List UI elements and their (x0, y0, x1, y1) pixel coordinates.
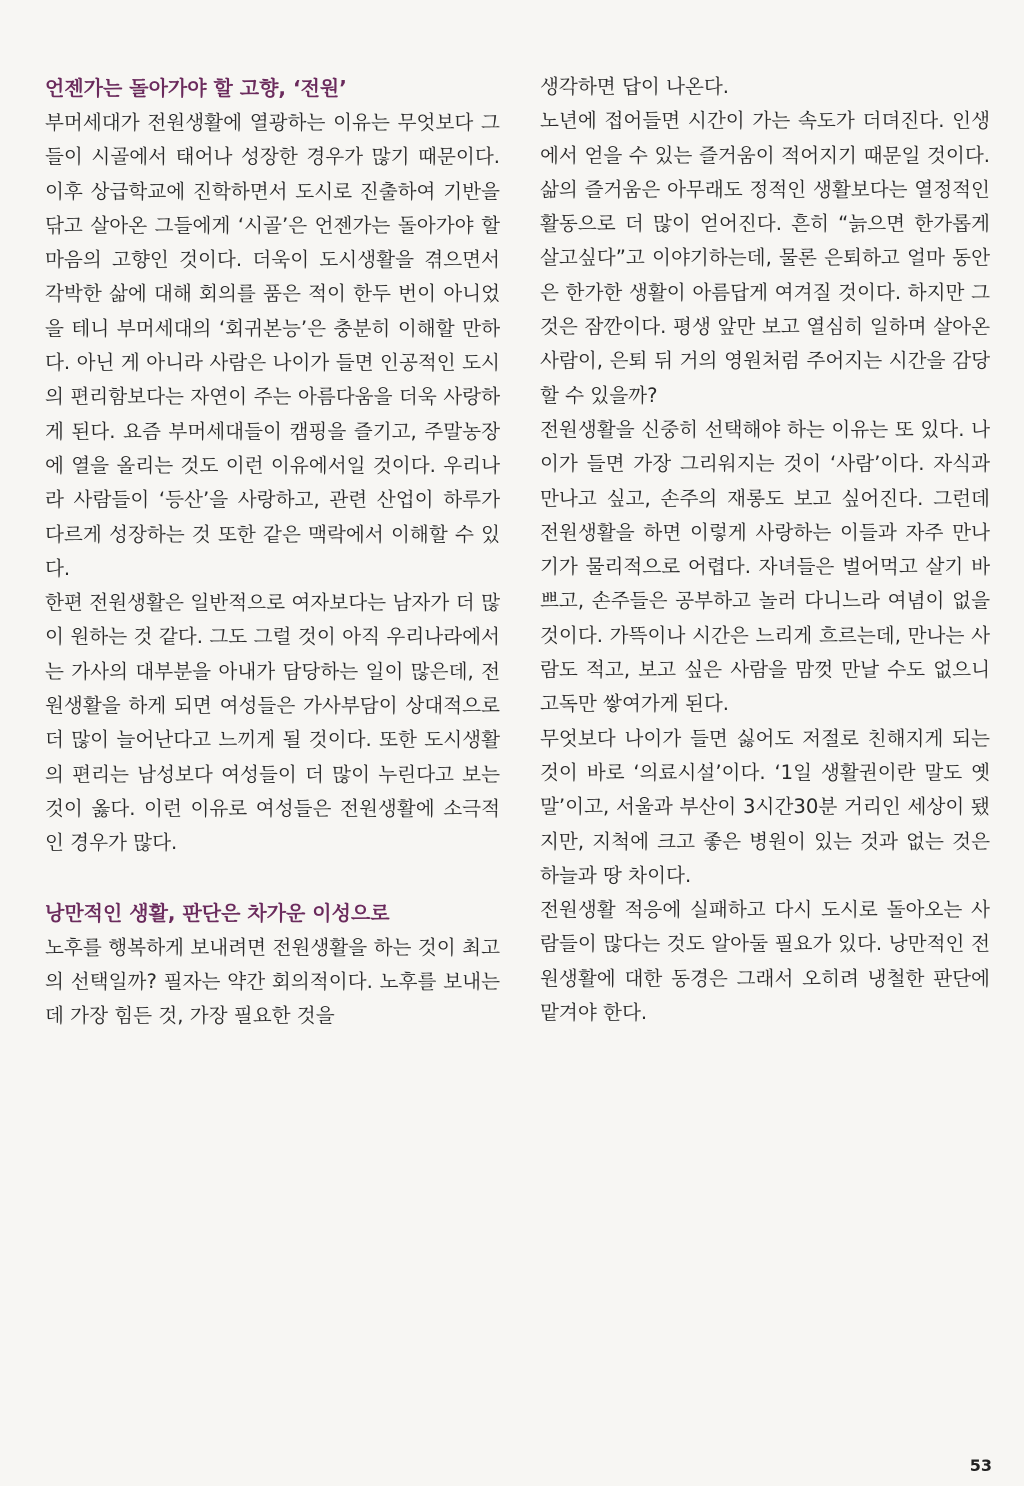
paragraph: 노후를 행복하게 보내려면 전원생활을 하는 것이 최고의 선택일까? 필자는 약간 회의적이다. 노후를 보내는데 가장 힘든 것, 가장 필요한 것을 (45, 935, 500, 1028)
section-heading-romantic-life: 낭만적인 생활, 판단은 차가운 이성으로 (45, 900, 390, 925)
right-column (540, 70, 990, 1030)
paragraph: 생각하면 답이 나온다. (540, 75, 730, 98)
paragraph: 전원생활을 신중히 선택해야 하는 이유는 또 있다. 나이가 들면 가장 그리워지는 것이 ‘사람’이다. 자식과 만나고 싶고, 손주의 재롱도 보고 싶어진다. 그런데 전원생활을 하면 이렇게 사랑하는 이들과 자주 만나기가 물리적으로 어렵다. 자녀들은 벌어먹고 살기 바쁘고, 손주들은 공부하고 놀러 다니느라 여념이 없을 것이다. 가뜩이나 시간은 느리게 흐르는데, 만나는 사람도 적고, 보고 싶은 사람을 맘껏 만날 수도 없으니 고독만 쌓여가게 된다. (540, 417, 990, 716)
page-number: 53 (969, 1456, 992, 1475)
paragraph: 무엇보다 나이가 들면 싫어도 저절로 친해지게 되는 것이 바로 ‘의료시설’이다. ‘1일 생활권이란 말도 옛말’이고, 서울과 부산이 3시간30분 거리인 세상이 됐지만, 지척에 크고 좋은 병원이 있는 것과 없는 것은 하늘과 땅 차이다. (540, 726, 990, 887)
left-column (45, 70, 500, 1033)
paragraph: 전원생활 적응에 실패하고 다시 도시로 돌아오는 사람들이 많다는 것도 알아둘 필요가 있다. 낭만적인 전원생활에 대한 동경은 그래서 오히려 냉철한 판단에 맡겨야 한다. (540, 898, 990, 1025)
paragraph: 한편 전원생활은 일반적으로 여자보다는 남자가 더 많이 원하는 것 같다. 그도 그럴 것이 아직 우리나라에서는 가사의 대부분을 아내가 담당하는 일이 많은데, 전원생활을 하게 되면 여성들은 가사부담이 상대적으로 더 많이 늘어난다고 느끼게 될 것이다. 또한 도시생활의 편리는 남성보다 여성들이 더 많이 누린다고 보는 것이 옳다. 이런 이유로 여성들은 전원생활에 소극적인 경우가 많다. (45, 591, 500, 855)
section-gap (45, 861, 500, 895)
paragraph: 부머세대가 전원생활에 열광하는 이유는 무엇보다 그들이 시골에서 태어나 성장한 경우가 많기 때문이다. 이후 상급학교에 진학하면서 도시로 진출하여 기반을 닦고 살아온 그들에게 ‘시골’은 언젠가는 돌아가야 할 마음의 고향인 것이다. 더욱이 도시생활을 겪으면서 각박한 삶에 대해 회의를 품은 적이 한두 번이 아니었을 테니 부머세대의 ‘회귀본능’은 충분히 이해할 만하다. 아닌 게 아니라 사람은 나이가 들면 인공적인 도시의 편리함보다는 자연이 주는 아름다움을 더욱 사랑하게 된다. 요즘 부머세대들이 캠핑을 즐기고, 주말농장에 열을 올리는 것도 이런 이유에서일 것이다. 우리나라 사람들이 ‘등산’을 사랑하고, 관련 산업이 하루가 다르게 성장하는 것 또한 같은 맥락에서 이해할 수 있다. (45, 111, 500, 580)
section-heading-hometown: 언젠가는 돌아가야 할 고향, ‘전원’ (45, 76, 347, 100)
paragraph: 노년에 접어들면 시간이 가는 속도가 더뎌진다. 인생에서 얻을 수 있는 즐거움이 적어지기 때문일 것이다. 삶의 즐거움은 아무래도 정적인 생활보다는 열정적인 활동으로 더 많이 얻어진다. 흔히 “늙으면 한가롭게 살고싶다”고 이야기하는데, 물론 은퇴하고 얼마 동안은 한가한 생활이 아름답게 여겨질 것이다. 하지만 그것은 잠깐이다. 평생 앞만 보고 열심히 일하며 살아온 사람이, 은퇴 뒤 거의 영원처럼 주어지는 시간을 감당할 수 있을까? (540, 109, 990, 407)
